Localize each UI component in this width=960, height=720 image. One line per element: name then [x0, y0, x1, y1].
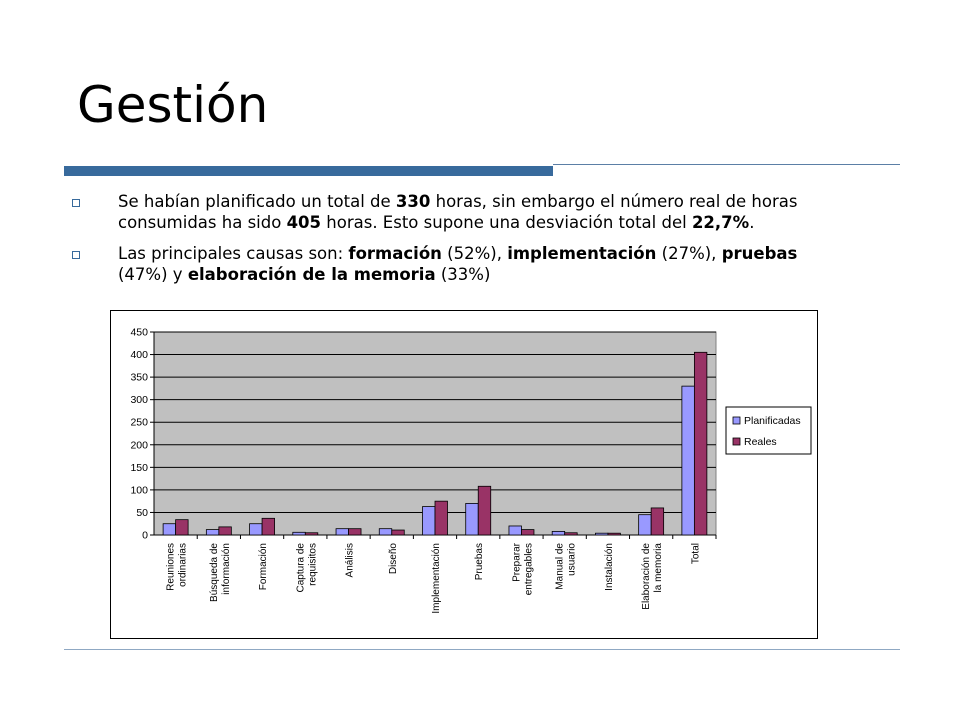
bullet1-text-2: horas, sin embargo el número real de horas consumidas ha sido: [118, 192, 798, 232]
square-bullet-icon: [72, 199, 80, 207]
x-category-label: Elaboración de: [641, 543, 653, 610]
x-category-label: información: [220, 543, 232, 595]
footer-divider-line: [64, 649, 900, 650]
bullet-item-1: [70, 191, 850, 233]
bullet1-planned-hours: 330: [395, 192, 431, 211]
legend-swatch-reales: [733, 438, 740, 445]
bar-planificadas: [206, 530, 219, 535]
bar-planificadas: [250, 524, 262, 535]
bar-reales: [349, 529, 362, 535]
bar-planificadas: [423, 507, 436, 535]
x-category-label: ordinarias: [177, 543, 189, 587]
y-tick-label: 400: [130, 349, 148, 362]
y-tick-label: 200: [130, 439, 148, 452]
bar-planificadas: [466, 503, 479, 535]
bullet2-cause-formacion: formación: [348, 244, 442, 263]
y-tick-label: 150: [130, 461, 148, 474]
bar-reales: [565, 533, 578, 535]
bar-planificadas: [682, 386, 695, 535]
y-tick-label: 100: [130, 484, 148, 497]
bullet2-cause-pruebas: pruebas: [721, 244, 798, 263]
x-category-label: Análisis: [344, 543, 356, 578]
x-category-label: Instalación: [603, 543, 615, 591]
square-bullet-icon: [72, 251, 80, 259]
x-category-label: Preparar: [511, 543, 523, 582]
bullet2-text-2: (52%),: [441, 244, 508, 263]
bar-reales: [478, 486, 491, 535]
bullet2-text-3: (27%),: [656, 244, 722, 263]
bullet2-cause-implementacion: implementación: [507, 244, 657, 263]
bar-reales: [219, 527, 232, 535]
bar-planificadas: [336, 529, 349, 535]
bar-reales: [694, 352, 707, 535]
x-category-label: la memoria: [653, 543, 665, 593]
bar-reales: [435, 501, 448, 535]
bullet2-cause-memoria: elaboración de la memoria: [187, 265, 436, 284]
y-tick-label: 0: [142, 529, 148, 542]
bar-planificadas: [639, 515, 652, 535]
x-category-label: Búsqueda de: [208, 543, 220, 602]
y-tick-label: 450: [130, 326, 148, 339]
y-tick-label: 350: [130, 371, 148, 384]
bar-planificadas: [293, 532, 306, 535]
bar-planificadas: [509, 526, 522, 535]
legend-swatch-planificadas: [733, 417, 740, 424]
bar-chart-svg: [111, 311, 817, 638]
x-category-label: Formación: [258, 543, 270, 591]
x-category-label: Captura de: [295, 543, 307, 593]
bullet1-real-hours: 405: [286, 213, 322, 232]
legend-label-planificadas: Planificadas: [744, 415, 801, 427]
x-category-label: Diseño: [387, 543, 399, 575]
title-accent-bar: [64, 166, 553, 176]
x-category-label: Manual de: [554, 543, 566, 590]
y-tick-label: 300: [130, 394, 148, 407]
bar-reales: [176, 520, 189, 535]
title-divider-line: [553, 164, 900, 165]
bar-planificadas: [595, 533, 608, 535]
x-category-label: Reuniones: [165, 543, 177, 591]
y-tick-label: 50: [136, 506, 148, 519]
bar-planificadas: [163, 524, 176, 535]
bullet2-text-1: Las principales causas son:: [118, 244, 349, 263]
bullet2-text-5: (33%): [435, 265, 491, 284]
bar-reales: [651, 508, 664, 535]
x-category-label: Total: [690, 543, 702, 565]
bar-planificadas: [552, 531, 565, 535]
bar-reales: [305, 533, 318, 535]
bullet1-text-3: horas. Esto supone una desviación total del: [321, 213, 692, 232]
y-tick-label: 250: [130, 416, 148, 429]
x-category-label: requisitos: [307, 543, 319, 586]
bullet1-text-1: Se habían planificado un total de: [118, 192, 396, 211]
bullet-list: [70, 191, 850, 295]
bullet-item-2: [70, 243, 850, 285]
slide-title: Gestión: [77, 76, 269, 134]
bullet1-deviation: 22,7%: [691, 213, 750, 232]
legend-label-reales: Reales: [744, 436, 777, 448]
hours-chart: [110, 310, 818, 639]
x-category-label: Pruebas: [474, 543, 486, 581]
bar-reales: [608, 533, 621, 535]
bar-planificadas: [379, 529, 392, 535]
x-category-label: entregables: [523, 543, 535, 596]
x-category-label: Implementación: [431, 543, 442, 614]
bar-reales: [521, 530, 534, 535]
bar-reales: [262, 518, 275, 535]
x-category-label: usuario: [566, 543, 578, 576]
bullet1-text-4: .: [749, 213, 755, 232]
bullet2-text-4: (47%) y: [118, 265, 188, 284]
bar-reales: [392, 530, 405, 535]
